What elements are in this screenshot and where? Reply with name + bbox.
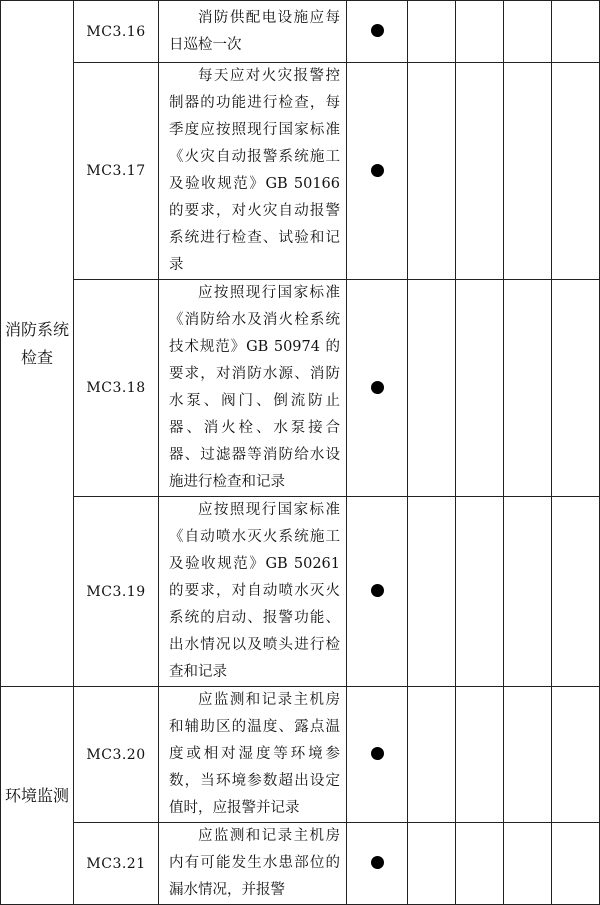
empty-cell — [504, 823, 552, 905]
empty-cell — [504, 497, 552, 687]
item-code: MC3.17 — [74, 63, 159, 280]
mark-cell — [347, 497, 408, 687]
empty-cell — [408, 823, 456, 905]
mark-cell — [347, 687, 408, 823]
item-code: MC3.21 — [74, 823, 159, 905]
category-label-line: 消防系统 — [4, 319, 69, 339]
category-label-line: 环境监测 — [4, 785, 69, 805]
empty-cell — [408, 687, 456, 823]
empty-cell — [552, 823, 600, 905]
table-row — [1, 687, 600, 823]
item-description-text: 消防供配电设施应每日巡检一次 — [169, 9, 340, 53]
item-code: MC3.16 — [74, 1, 159, 63]
item-description-text: 应按照现行国家标准《消防给水及消火栓系统技术规范》GB 50974 的要求，对消防水源、消防水泵、阀门、倒流防止器、消火栓、水泵接合器、过滤器等消防给水设施进行检查和记录 — [169, 285, 340, 490]
item-description — [159, 280, 347, 497]
empty-cell — [408, 497, 456, 687]
empty-cell — [408, 1, 456, 63]
item-description-text: 应按照现行国家标准《自动喷水灭火系统施工及验收规范》GB 50261 的要求，对自动喷水灭火系统的启动、报警功能、出水情况以及喷头进行检查和记录 — [169, 502, 340, 680]
empty-cell — [408, 63, 456, 280]
required-dot-icon — [371, 856, 384, 869]
empty-cell — [456, 280, 504, 497]
category-cell — [1, 687, 74, 905]
required-dot-icon — [371, 24, 384, 37]
item-code: MC3.18 — [74, 280, 159, 497]
item-description — [159, 63, 347, 280]
mark-cell — [347, 63, 408, 280]
required-dot-icon — [371, 164, 384, 177]
table-row — [1, 1, 600, 63]
category-label-line: 检查 — [20, 347, 53, 367]
item-description — [159, 823, 347, 905]
empty-cell — [456, 687, 504, 823]
empty-cell — [552, 63, 600, 280]
item-description — [159, 497, 347, 687]
table-row — [1, 280, 600, 497]
item-code: MC3.19 — [74, 497, 159, 687]
table-row — [1, 497, 600, 687]
item-description-text: 应监测和记录主机房和辅助区的温度、露点温度或相对湿度等环境参数，当环境参数超出设定值时，应报警并记录 — [169, 692, 340, 816]
item-description — [159, 687, 347, 823]
empty-cell — [456, 1, 504, 63]
empty-cell — [552, 280, 600, 497]
table-row — [1, 63, 600, 280]
required-dot-icon — [371, 584, 384, 597]
empty-cell — [504, 63, 552, 280]
item-code: MC3.20 — [74, 687, 159, 823]
empty-cell — [408, 280, 456, 497]
empty-cell — [504, 280, 552, 497]
item-description-text: 应监测和记录主机房内有可能发生水患部位的漏水情况，并报警 — [169, 828, 340, 898]
empty-cell — [456, 823, 504, 905]
item-description-text: 每天应对火灾报警控制器的功能进行检查，每季度应按照现行国家标准《火灾自动报警系统施工及验收规范》GB 50166 的要求，对火灾自动报警系统进行检查、试验和记录 — [169, 68, 340, 273]
item-description — [159, 1, 347, 63]
mark-cell — [347, 1, 408, 63]
category-cell — [1, 1, 74, 687]
required-dot-icon — [371, 747, 384, 760]
empty-cell — [504, 687, 552, 823]
empty-cell — [552, 1, 600, 63]
empty-cell — [504, 1, 552, 63]
required-dot-icon — [371, 381, 384, 394]
empty-cell — [552, 497, 600, 687]
empty-cell — [456, 63, 504, 280]
empty-cell — [456, 497, 504, 687]
table-row — [1, 823, 600, 905]
mark-cell — [347, 280, 408, 497]
empty-cell — [552, 687, 600, 823]
mark-cell — [347, 823, 408, 905]
